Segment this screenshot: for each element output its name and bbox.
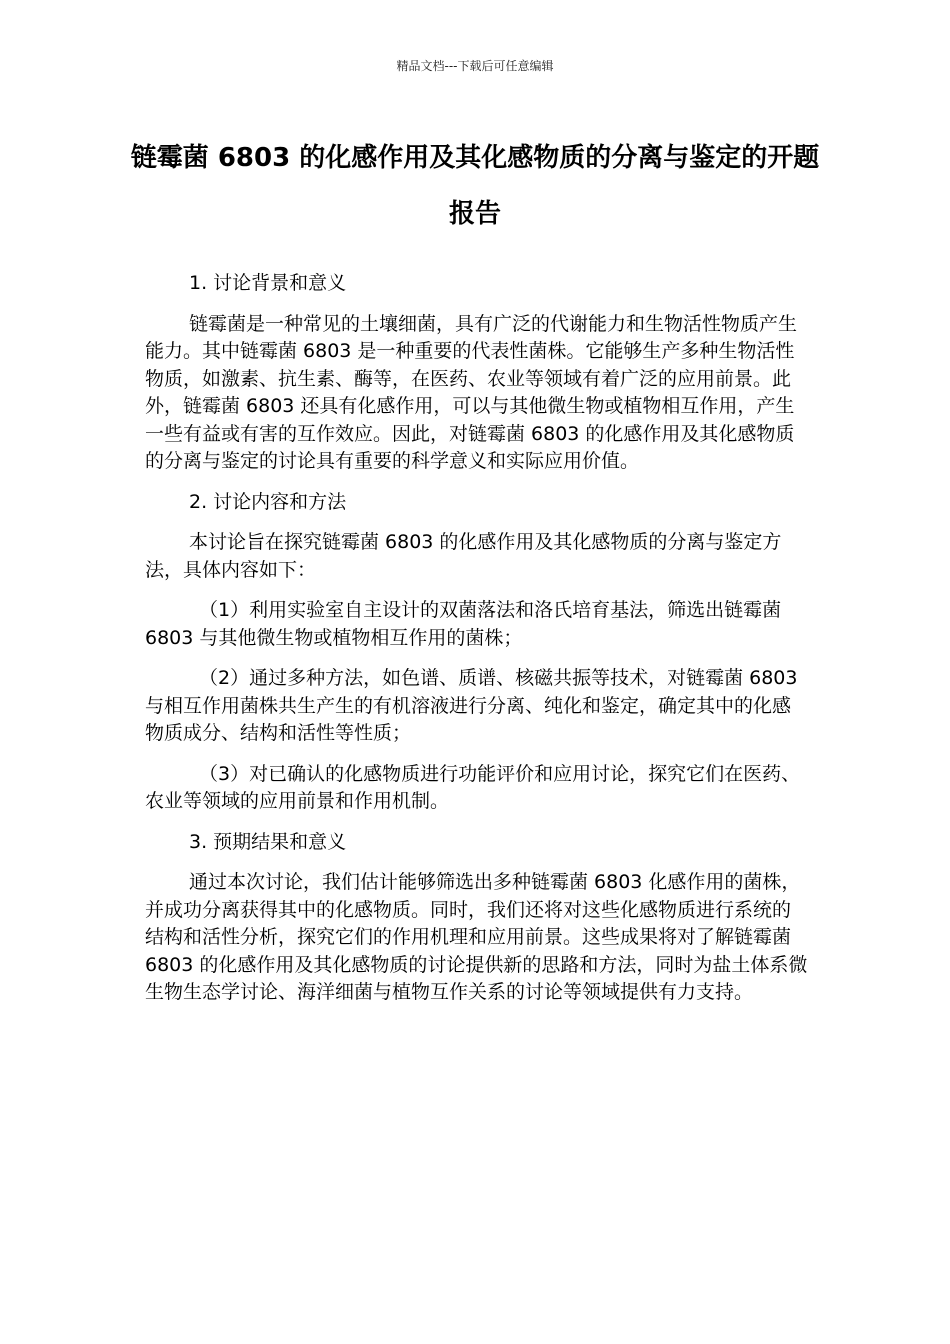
- section-heading-expected-results: 3. 预期结果和意义: [189, 830, 347, 853]
- document-body: [145, 270, 809, 1020]
- section-heading-background: 1. 讨论背景和意义: [189, 272, 347, 294]
- document-title: 链霉菌 6803 的化感作用及其化感物质的分离与鉴定的开题报告: [130, 143, 820, 229]
- method-item-1: （1）利用实验室自主设计的双菌落法和洛氏培育基法，筛选出链霉菌 6803 与其他微生物或植物相互作用的菌株；: [145, 599, 782, 649]
- page-header-note: 精品文档---下载后可任意编辑: [396, 59, 554, 73]
- content-intro-paragraph: 本讨论旨在探究链霉菌 6803 的化感作用及其化感物质的分离与鉴定方法，具体内容如下：: [145, 531, 782, 581]
- method-item-2: （2）通过多种方法，如色谱、质谱、核磁共振等技术，对链霉菌 6803 与相互作用菌株共生产生的有机溶液进行分离、纯化和鉴定，确定其中的化感物质成分、结构和活性等性质；: [145, 667, 798, 744]
- method-item-3: （3）对已确认的化感物质进行功能评价和应用讨论，探究它们在医药、农业等领域的应用前景和作用机制。: [145, 762, 801, 812]
- section-heading-content-methods: 2. 讨论内容和方法: [189, 490, 347, 513]
- background-paragraph: 链霉菌是一种常见的土壤细菌，具有广泛的代谢能力和生物活性物质产生能力。其中链霉菌 6803 是一种重要的代表性菌株。它能够生产多种生物活性物质，如激素、抗生素、酶等，在医药、农业等领域有着广泛的应用前景。此外，链霉菌 6803 还具有化感作用，可以与其他微生物或植物相互作用，产生一些有益或有害的互作效应。因此，对链霉菌 6803 的化感作用及其化感物质的分离与鉴定的讨论具有重要的科学意义和实际应用价值。: [145, 312, 798, 472]
- expected-results-paragraph: 通过本次讨论，我们估计能够筛选出多种链霉菌 6803 化感作用的菌株，并成功分离获得其中的化感物质。同时，我们还将对这些化感物质进行系统的结构和活性分析，探究它们的作用机理和应用前景。这些成果将对了解链霉菌 6803 的化感作用及其化感物质的讨论提供新的思路和方法，同时为盐土体系微生物生态学讨论、海洋细菌与植物互作关系的讨论等领域提供有力支持。: [145, 871, 808, 1003]
